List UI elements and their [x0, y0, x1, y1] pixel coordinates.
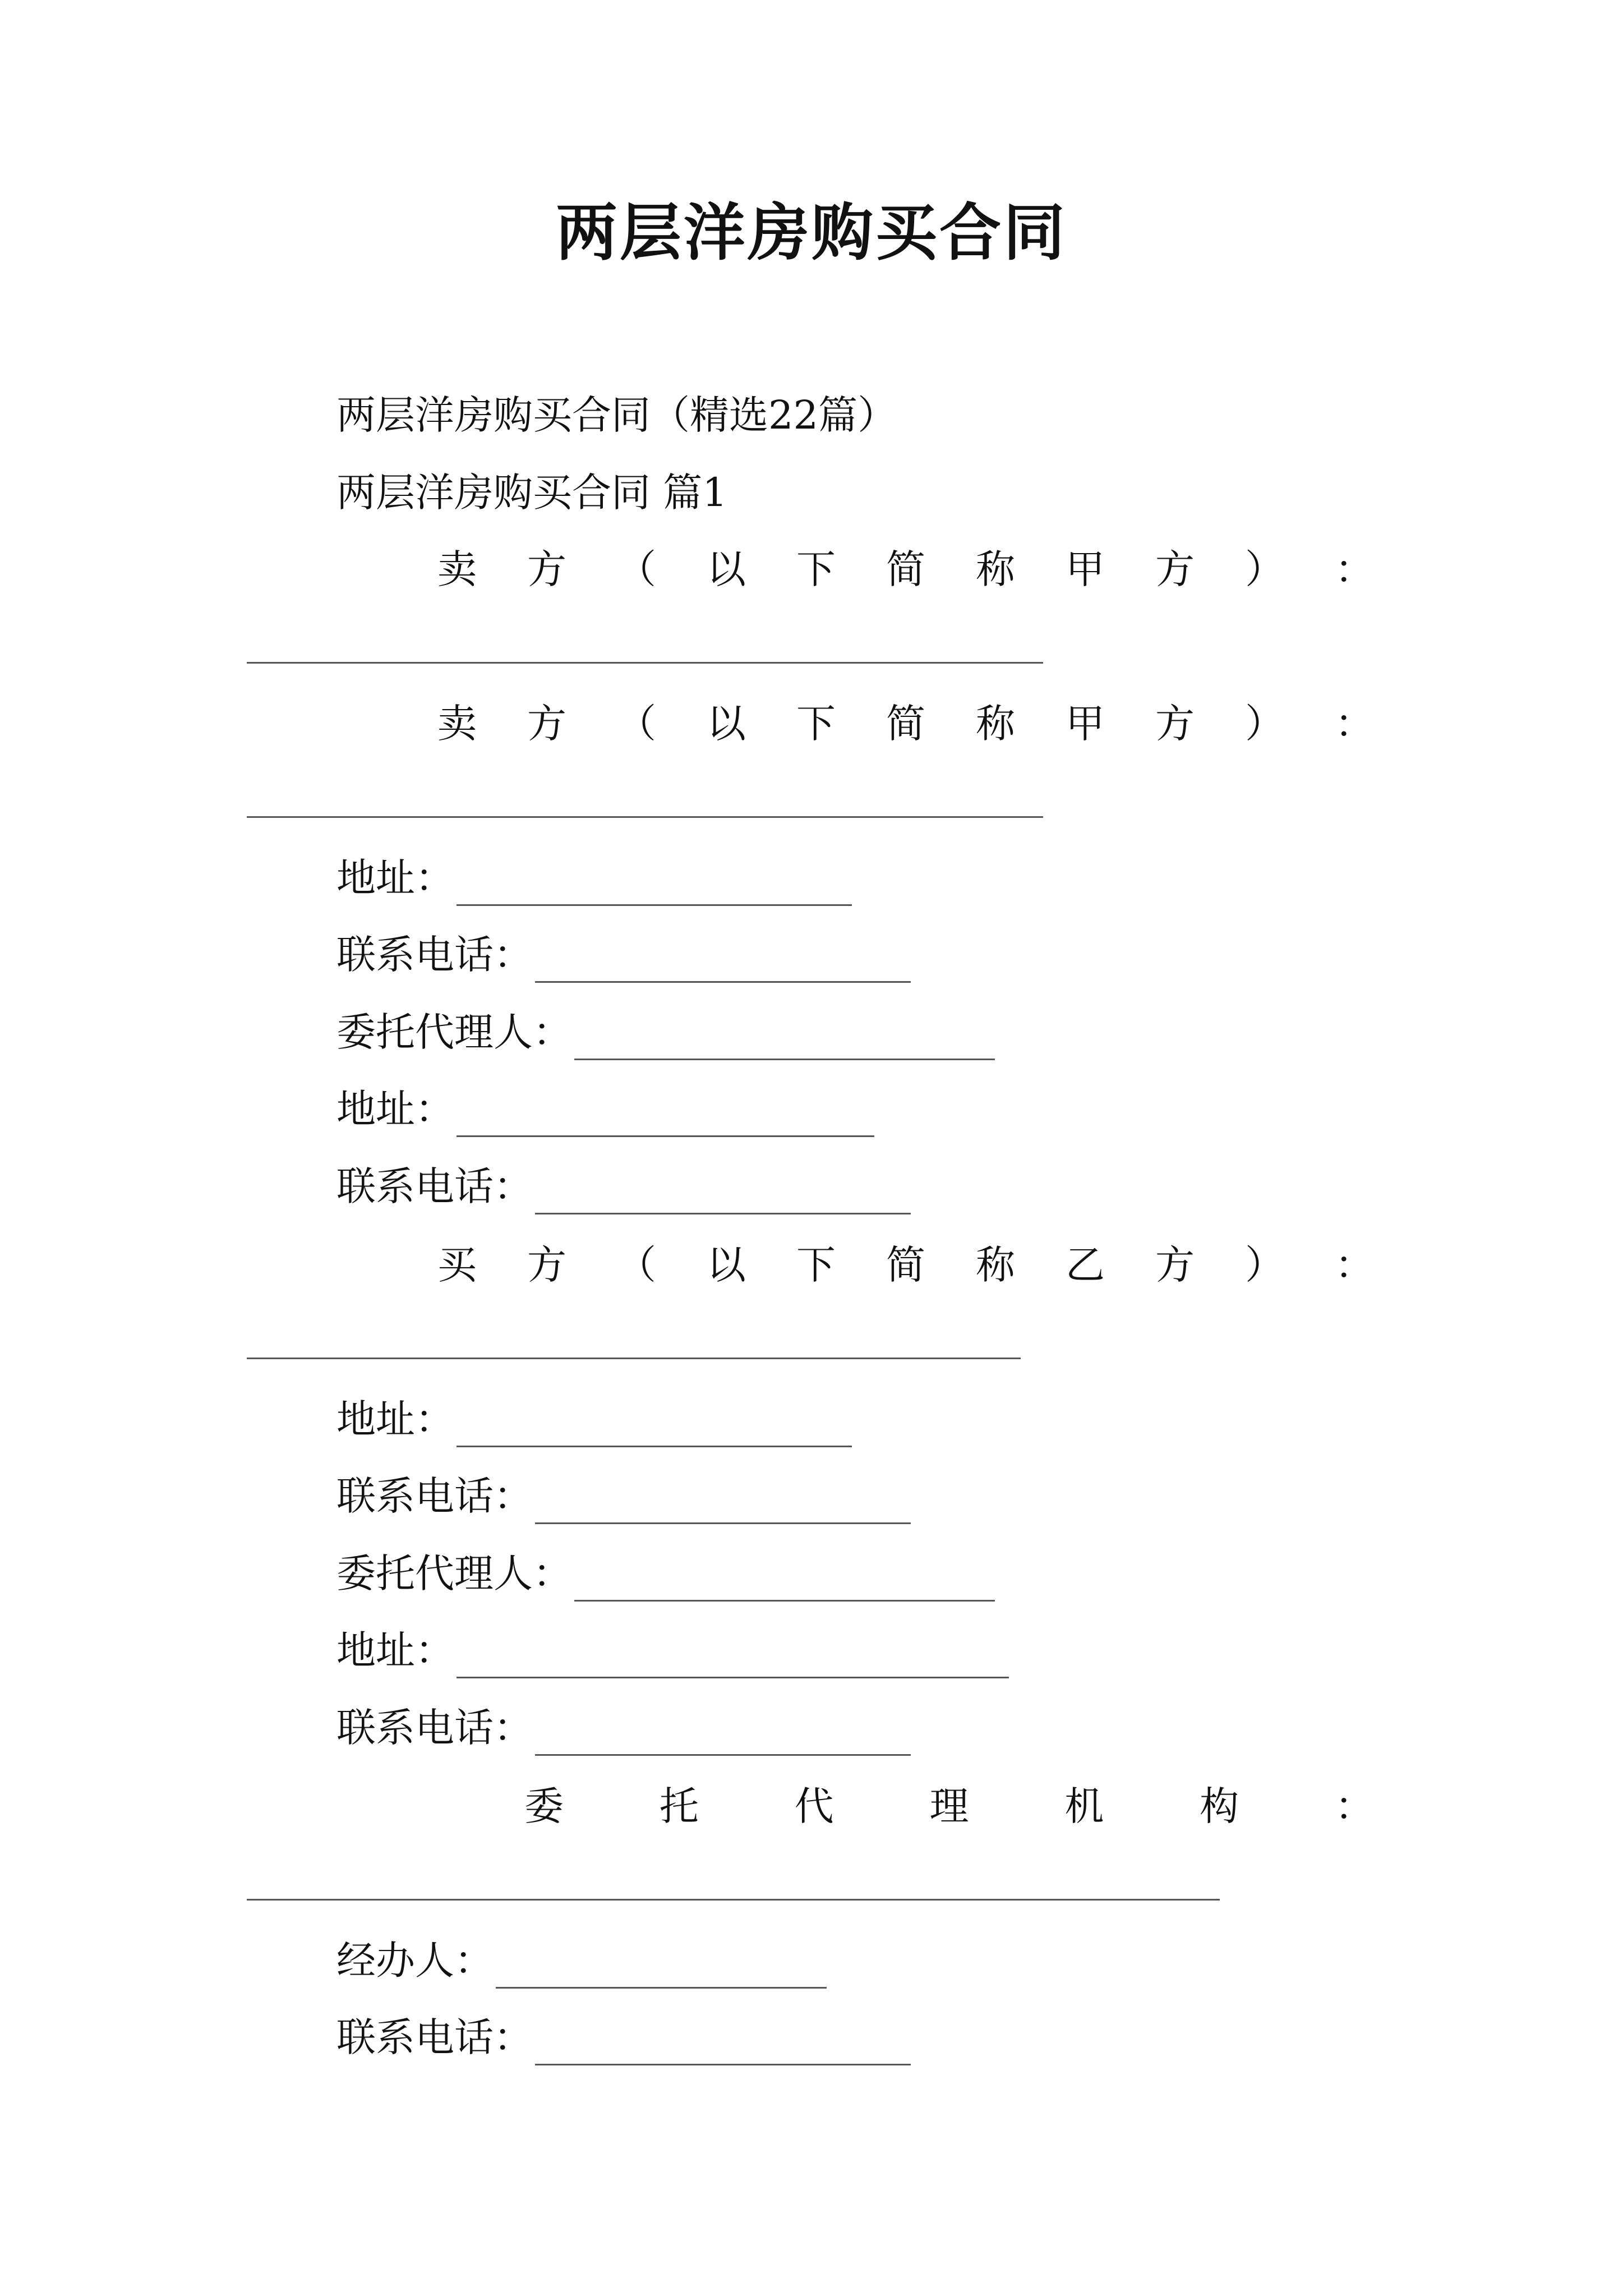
- label-char: 代: [794, 1783, 834, 1829]
- address-label: 地址：: [336, 855, 454, 901]
- buyer-agent-row: [336, 1545, 995, 1602]
- label-char: ：: [1335, 546, 1374, 592]
- buyer-agent-phone-field[interactable]: [535, 1711, 911, 1756]
- seller-label: [437, 541, 1374, 597]
- seller-address-field[interactable]: [457, 862, 852, 906]
- buyer-label: [437, 1237, 1374, 1293]
- label-char: ）: [1245, 701, 1284, 747]
- label-char: ：: [1335, 701, 1374, 747]
- seller-phone-field[interactable]: [535, 938, 911, 983]
- label-char: 机: [1064, 1783, 1104, 1829]
- seller-phone-row: [336, 927, 911, 983]
- label-char: （: [617, 1242, 656, 1288]
- handler-row: [336, 1932, 827, 1989]
- seller-label-repeat: [437, 696, 1374, 752]
- document-subtitle: 两层洋房购买合同（精选22篇）: [336, 392, 897, 438]
- label-char: 甲: [1066, 546, 1105, 592]
- label-char: 方: [1155, 1242, 1195, 1288]
- label-char: ：: [1334, 1783, 1374, 1829]
- buyer-address-field[interactable]: [457, 1403, 852, 1447]
- seller-agent-field[interactable]: [574, 1016, 995, 1060]
- label-char: 下: [796, 546, 836, 592]
- label-char: 委: [524, 1783, 564, 1829]
- label-char: 称: [976, 701, 1015, 747]
- buyer-name-line[interactable]: [247, 1358, 1021, 1359]
- label-char: 方: [1155, 701, 1195, 747]
- agent-label: 委托代理人：: [336, 1009, 572, 1055]
- buyer-address-row: [336, 1391, 852, 1447]
- handler-field[interactable]: [496, 1944, 827, 1989]
- label-char: ）: [1245, 1242, 1284, 1288]
- label-char: 简: [886, 1242, 925, 1288]
- buyer-agent-address-row: [336, 1622, 1009, 1678]
- seller-agent-phone-row: [336, 1158, 911, 1214]
- label-char: （: [617, 701, 656, 747]
- buyer-phone-field[interactable]: [535, 1480, 911, 1524]
- label-char: 称: [976, 1242, 1015, 1288]
- buyer-agent-phone-row: [336, 1700, 911, 1756]
- phone-label: 联系电话：: [336, 932, 533, 978]
- seller-agent-phone-field[interactable]: [535, 1170, 911, 1214]
- section-heading: 两层洋房购买合同 篇1: [336, 470, 727, 516]
- label-char: 买: [437, 1242, 477, 1288]
- handler-label: 经办人：: [336, 1938, 494, 1984]
- seller-agent-address-field[interactable]: [457, 1093, 874, 1137]
- label-char: ：: [1335, 1242, 1374, 1288]
- address-label: 地址：: [336, 1627, 454, 1673]
- agency-name-line[interactable]: [247, 1899, 1220, 1901]
- seller-agent-row: [336, 1004, 995, 1060]
- label-char: 方: [527, 701, 566, 747]
- label-char: 理: [929, 1783, 969, 1829]
- label-char: 简: [886, 701, 925, 747]
- label-char: 甲: [1066, 701, 1105, 747]
- address-label: 地址：: [336, 1396, 454, 1442]
- seller-name-line-repeat[interactable]: [247, 816, 1043, 818]
- phone-label: 联系电话：: [336, 2014, 533, 2060]
- label-char: 方: [527, 546, 566, 592]
- phone-label: 联系电话：: [336, 1705, 533, 1751]
- label-char: 托: [659, 1783, 699, 1829]
- label-char: 称: [976, 546, 1015, 592]
- phone-label: 联系电话：: [336, 1473, 533, 1519]
- label-char: （: [617, 546, 656, 592]
- label-char: 以: [707, 546, 746, 592]
- label-char: 卖: [437, 546, 477, 592]
- label-char: 下: [796, 701, 836, 747]
- label-char: 简: [886, 546, 925, 592]
- buyer-agent-address-field[interactable]: [457, 1634, 1009, 1678]
- buyer-agent-field[interactable]: [574, 1557, 995, 1602]
- label-char: 方: [1155, 546, 1195, 592]
- address-label: 地址：: [336, 1086, 454, 1132]
- agency-phone-row: [336, 2009, 911, 2065]
- seller-address-row: [336, 850, 852, 906]
- label-char: 方: [527, 1242, 566, 1288]
- seller-name-line[interactable]: [247, 662, 1043, 664]
- agency-phone-field[interactable]: [535, 2021, 911, 2065]
- phone-label: 联系电话：: [336, 1163, 533, 1209]
- agent-label: 委托代理人：: [336, 1550, 572, 1596]
- label-char: 下: [796, 1242, 836, 1288]
- label-char: 乙: [1066, 1242, 1105, 1288]
- agency-label: [524, 1778, 1374, 1834]
- label-char: 卖: [437, 701, 477, 747]
- buyer-phone-row: [336, 1468, 911, 1524]
- label-char: 以: [707, 701, 746, 747]
- seller-agent-address-row: [336, 1081, 874, 1137]
- label-char: 以: [707, 1242, 746, 1288]
- document-title: 两层洋房购买合同: [556, 196, 1067, 269]
- label-char: 构: [1200, 1783, 1239, 1829]
- label-char: ）: [1245, 546, 1284, 592]
